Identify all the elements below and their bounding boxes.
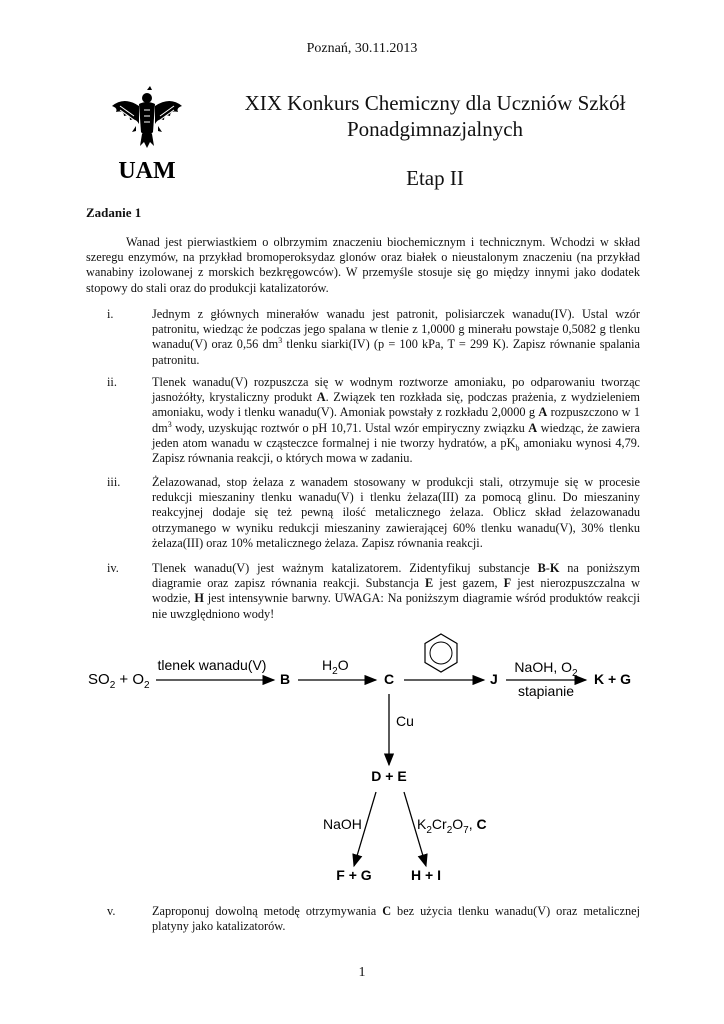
place-date: Poznań, 30.11.2013 <box>306 41 418 56</box>
benzene-ring-icon <box>425 634 457 672</box>
item-number: iv. <box>107 561 119 575</box>
arrow4-label: NaOH, $O_2$ <box>514 659 578 679</box>
arrow1-label: tlenek wanadu(V) <box>157 657 267 673</box>
page-number: 1 <box>358 965 366 980</box>
compound-d-e: D + E <box>371 768 407 784</box>
compound-k-g: K + G <box>594 671 631 687</box>
reactant-so2-o2: $SO_2 + O_2$ <box>88 671 150 691</box>
compound-j: J <box>490 671 498 687</box>
uam-logo <box>106 84 188 184</box>
down-arrow-label: Cu <box>396 713 414 729</box>
item-text: Tlenek wanadu(V) rozpuszcza się w wodnym roztworze amoniaku, po odparowaniu tworząc jasnożółty, krystaliczny produkt A. Związek ten rozkłada się, podczas prażenia, z wydzieleniem amoniaku, wody i tlenku wanadu(V). Amoniak powstały z rozkładu 2,0000 g A rozpuszczono w 1 $dm^3$ wody, uzyskując roztwór o pH 10,71. Ustal wzór empiryczny związku A wiedząc, że zawiera jeden atom wanadu w cząsteczce formalnej i nie tworzy hydratów, a $pK_b$ amoniaku wynosi 4,79. Zapisz równania reakcji, o których mowa w zadaniu. <box>152 375 640 466</box>
logo-text: UAM <box>118 158 176 184</box>
eagle-emblem-icon <box>106 84 188 184</box>
arrow4-below-label: stapianie <box>517 683 575 699</box>
left-arrow-label: NaOH <box>323 816 362 832</box>
stage-title: Etap II <box>406 166 464 190</box>
item-text: Zaproponuj dowolną metodę otrzymywania C bez użycia tlenku wanadu(V) oraz metalicznej platyny jako katalizatorów. <box>152 904 640 934</box>
item-text: Żelazowanad, stop żelaza z wanadem stosowany w produkcji stali, otrzymuje się w procesie redukcji mieszaniny tlenku wanadu(V) i tlenku żelaza(III) za pomocą glinu. Do mieszaniny reakcyjnej dodaje się też pewną ilość metalicznego żelaza. Oblicz skład żelazowanadu otrzymanego w wyniku redukcji mieszaniny zawierającej 60% tlenku wanadu(V), 30% tlenku żelaza(III) oraz 10% metalicznego żelaza. Zapisz równania reakcji. <box>152 475 640 550</box>
item-text: Jednym z głównych minerałów wanadu jest patronit, polisiarczek wanadu(IV). Ustal wzór patronitu, wiedząc że podczas jego spalana w tlenie z 1,0000 g minerału powstaje 0,5082 g tlenku wanadu(V) oraz 0,56 $dm^3$ tlenku siarki(IV) (p = 100 kPa, T = 299 K). Zapisz równanie spalania patronitu. <box>152 307 640 367</box>
title-line-1: XIX Konkurs Chemiczny dla Uczniów Szkół <box>244 91 626 115</box>
compound-c: C <box>384 671 395 687</box>
item-number: i. <box>107 307 114 321</box>
compound-f-g: F + G <box>336 867 372 883</box>
title-line-2: Ponadgimnazjalnych <box>346 117 524 141</box>
task-title: Zadanie 1 <box>86 205 142 220</box>
arrow2-label: $H_2O$ <box>322 657 349 677</box>
item-number: iii. <box>107 475 121 489</box>
item-number: ii. <box>107 375 117 389</box>
task-intro: Wanad jest pierwiastkiem o olbrzymim znaczeniu biochemicznym i technicznym. Wchodzi w skład szeregu enzymów, na przykład bromoperoksydaz glonów oraz białek o nieustalonym znaczeniu (na przykład wanabiny izolowanej z morskich bezkręgowców). W przemyśle stosuje się go między innymi jako dodatek stopowy do stali oraz do produkcji katalizatorów. <box>86 235 640 295</box>
compound-b: B <box>280 671 291 687</box>
right-arrow-label: $K_2Cr_2O_7$, C <box>417 816 487 836</box>
item-number: v. <box>107 904 116 918</box>
contest-title <box>215 90 655 142</box>
item-text: Tlenek wanadu(V) jest ważnym katalizatorem. Zidentyfikuj substancje B-K na poniższym diagramie oraz zapisz równania reakcji. Substancja E jest gazem, F jest nierozpuszczalna w wodzie, H jest intensywnie barwny. UWAGA: Na poniższym diagramie wśród produktów reakcji nie uwzględniono wody! <box>152 561 641 621</box>
compound-h-i: H + I <box>411 867 441 883</box>
reaction-diagram <box>86 630 646 890</box>
